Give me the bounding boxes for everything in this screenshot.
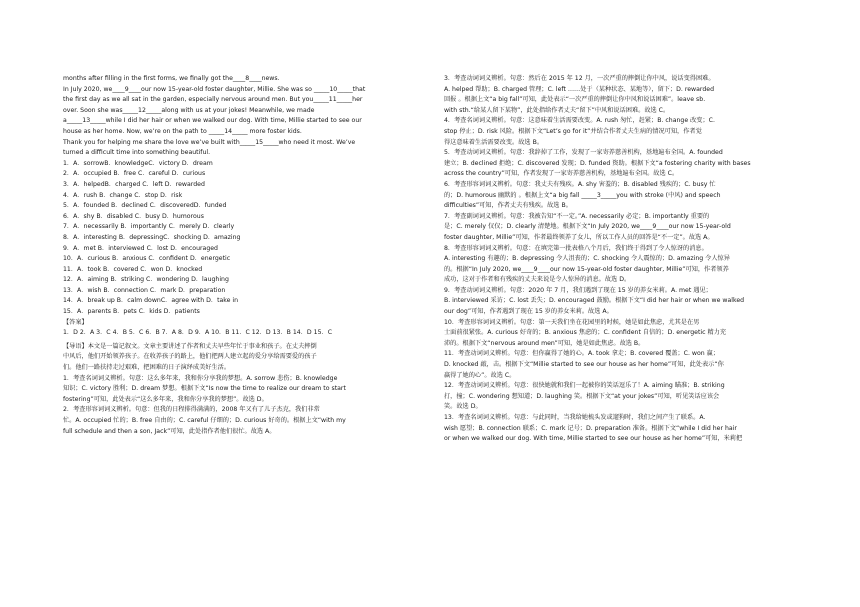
option-item: 10．A．curious B．anxious C．confident D．energetic [63, 255, 231, 263]
options-list [63, 159, 428, 318]
explanation-line: 11．考查动词词义辨析。句意：但你赢得了她的心。A. took 拿走；B. covered 覆盖；C. won 赢； [444, 350, 720, 358]
explanation-line: 6．考查形容词词义辨析。句意：我丈夫有残疾。A. shy 害羞的；B. disabled 残疾的；C. busy 忙 [444, 180, 716, 188]
explanation-line: stop 停止；D. risk 风险。根据下文“Let’s go for it”并结合作者丈夫生病的情况可知，作者觉 [444, 127, 702, 135]
explanation-line: 打，撞；C. wondering 想知道；D. laughing 笑。根据下文“at your jokes”可知，听见笑话应该会 [444, 392, 720, 400]
passage-line: a_____13_____while I did her hair or when we walked our dog. With time, Millie started to see our [63, 117, 362, 125]
explanation-line: 10．考查形容词词义辨析。句意：第一天我们坐在花园里的时候，她是如此焦虑，尤其是在男 [444, 318, 700, 326]
option-item: 13．A．wish B．connection C．mark D．preparation [63, 286, 226, 294]
guide-line: 们。他们一路扶持走过艰难，把困难的日子演绎成美好生活。 [63, 364, 231, 372]
explanations [63, 374, 428, 438]
explanation-line: difficulties”可知，作者丈夫有残疾。故选 B。 [444, 202, 572, 210]
guide-section [63, 342, 428, 374]
explanation-line: 13．考查名词词义辨析。句意：与此同时，当我给她梳头发或遛狗时，我们之间产生了联系。A. [444, 414, 706, 421]
explanation-line: 回报 。根据上文“a big fall”可知，此处表示“一次严重的摔倒让你中风和说话困难”。leave sb. [444, 96, 706, 104]
explanation-line: 的；D. humorous 幽默的 。根据上文“a big fall _____3_____you with stroke (中风) and speech [444, 191, 721, 199]
passage-line: the first day as we all sat in the garden, especially nervous around men. But you_____11_____her [63, 96, 363, 104]
explanation-line: foster daughter, Millie”可知，作者最终领养了女儿，所以工作人员的回答是“不一定”。故选 A。 [444, 233, 714, 241]
explanation-line: 4．考查名词词义辨析。句意：这意味着生活需要改变。A. rush 匆忙，赶紧；B. change 改变；C. [444, 117, 715, 125]
explanation-line: or when we walked our dog. With time, Millie started to see our house as her home”可知，米莉把 [444, 435, 743, 443]
passage-line: turned a difficult time into something beautiful. [63, 149, 211, 157]
option-item: 12．A．aiming B．striking C．wondering D．laughing [63, 276, 229, 284]
explanation-line: our dog”可知，作者遇到了现在 15 岁的养女米莉。故选 A。 [444, 308, 613, 316]
answer-heading: 【答案】 [63, 318, 88, 326]
explanation-line: 忙。A. occupied 忙的；B. free 自由的；C. careful 仔细的；D. curious 好奇的。根据上文“with my [63, 417, 346, 424]
explanation-line: 士面前很紧张。A. curious 好奇的；B. anxious 焦虑的；C. confident 自信的；D. energetic 精力充 [444, 329, 727, 337]
explanation-line: A. helped 帮助；B. charged 管理；C. left ……处于（某种状态、某地等），留下；D. rewarded [444, 85, 714, 93]
explanation-line: wish 愿望；B. connection 联系；C. mark 记号；D. preparation 准备。根据下文“while I did her hair [444, 424, 737, 432]
explanation-line: 2．考查形容词词义辨析。句意：但我的日程排得满满的，2008 年又有了儿子杰克，我们非常 [63, 406, 320, 414]
explanation-line: 沛的。根据下文“nervous around men”可知，她是如此焦虑。故选 B。 [444, 339, 645, 347]
explanation-line: A. interesting 有趣的；B. depressing 令人沮丧的；C. shocking 令人震惊的；D. amazing 令人惊异 [444, 255, 730, 263]
explanation-line: 是；C. merely 仅仅；D. clearly 清楚地。根据下文“In July 2020, we____9____our now 15-year-old [444, 223, 731, 231]
left-column [63, 74, 428, 437]
option-item: 8．A．interesting B．depressingC．shocking D．amazing [63, 233, 241, 241]
explanation-line: 9．考查动词词义辨析。句意：2020 年 7 月，我们遇到了现在 15 岁的养女米莉。A. met 遇见； [444, 286, 712, 294]
guide-line: 【导语】本文是一篇记叙文。文章主要讲述了作者和丈夫早些年忙于事业和孩子。在丈夫摔倒 [63, 342, 317, 350]
answer-key: 1．D 2．A 3．C 4．B 5．C 6．B 7．A 8．D 9．A 10．B 11．C 12．D 13．B 14．D 15．C [63, 329, 333, 337]
option-item: 2．A．occupied B．free C．careful D．curious [63, 170, 206, 178]
explanation-line: 笑。故选 D。 [444, 403, 482, 411]
passage [63, 74, 428, 159]
explanation-line: 的。根据“In July 2020, we____9____our now 15-year-old foster daughter, Millie”可知，作者领养 [444, 265, 729, 273]
option-item: 15．A．parents B．pets C．kids D．patients [63, 308, 200, 316]
passage-line: months after filling in the first forms, we finally got the____8____news. [63, 75, 280, 82]
option-item: 5．A．founded B．declined C．discoveredD．funded [63, 202, 227, 210]
explanation-line: 1．考查名词词义辨析。句意：这么多年来，我和你分享我的梦想。A. sorrow 悲伤；B. knowledge [63, 374, 338, 382]
explanation-line: 3．考查动词词义辨析。句意：然后在 2015 年 12 月，一次严重的摔倒让你中风，说话变得困难。 [444, 75, 715, 82]
explanation-line: D. knocked 敲，击。根据下文“Millie started to see our house as her home”可知，此处表示“你 [444, 361, 724, 369]
explanation-line: full schedule and then a son, Jack”可知，此处指作者他们很忙。故选 A。 [63, 427, 276, 435]
option-item: 6．A．shy B．disabled C．busy D．humorous [63, 212, 204, 220]
passage-line: over. Soon she was_____12_____along with us at your jokes! Meanwhile, we made [63, 106, 315, 114]
explanation-line: with sth.“给某人留下某物”，此处指给作者丈夫“留下”中风和说话困难。故选 C。 [444, 106, 670, 114]
option-item: 9．A．met B．interviewed C．lost D．encouraged [63, 244, 218, 252]
passage-line: house as her home. Now, we’re on the path to _____14_____ more foster kids. [63, 127, 302, 135]
option-item: 14．A．break up B．calm downC．agree with D．take in [63, 297, 239, 305]
explanation-line: 7．考查副词词义辨析。句意：我被告知“不一定。”A. necessarily 必定；B. importantly 重要的 [444, 212, 710, 220]
option-item: 7．A．necessarily B．importantly C．merely D．clearly [63, 223, 235, 231]
passage-line: In July 2020, we____9____our now 15-year-old foster daughter, Millie. She was so _____10_____that [63, 85, 366, 93]
explanation-line: 建立；B. declined 拒绝；C. discovered 发现；D. funded 资助。根据下文“a fostering charity with bases [444, 159, 751, 167]
guide-line: 中风后，他们开始领养孩子。在收养孩子的路上，他们把两人建立起的爱分享给需要爱的孩子 [63, 353, 317, 361]
explanation-line: 赢得了她的心”。故选 C。 [444, 371, 516, 379]
option-item: 3．A．helpedB．charged C．left D．rewarded [63, 180, 205, 188]
explanation-line: B. interviewed 采访；C. lost 丢失；D. encouraged 鼓励。根据下文“I did her hair or when we walked [444, 297, 745, 305]
option-item: 11．A．took B．covered C．won D．knocked [63, 265, 203, 273]
right-column [444, 74, 804, 445]
explanation-line: 成功，这对于作者和有残疾的丈夫来说是令人惊异的消息。故选 D。 [444, 276, 631, 284]
explanation-line: across the country”可知，作者发现了一家寄养慈善机构，基地遍布全国。故选 C。 [444, 170, 679, 178]
option-item: 1．A．sorrowB．knowledgeC．victory D．dream [63, 159, 213, 167]
explanation-line: fostering”可知，此处表示“这么多年来，我和你分享我的梦想”。故选 D。 [63, 395, 268, 403]
passage-line: Thank you for helping me share the love we’ve built with_____15_____who need it most. We’ve [63, 138, 356, 146]
explanation-line: 5．考查动词词义辨析。句意：我辞掉了工作，发现了一家寄养慈善机构，基地遍布全国。A. founded [444, 149, 723, 157]
explanation-line: 得这意味着生活需要改变。故选 B。 [444, 138, 544, 146]
option-item: 4．A．rush B．change C．stop D．risk [63, 191, 183, 199]
explanation-line: 知识；C. victory 胜利；D. dream 梦想。根据下文“Is now the time to realize our dream to start [63, 385, 346, 393]
explanation-line: 12．考查动词词义辨析。句意：很快她就和我们一起被你的笑话逗乐了！A. aiming 瞄准；B. striking [444, 382, 725, 390]
explanation-line: 8．考查形容词词义辨析。句意：在填完第一批表格八个月后，我们终于得到了令人惊讶的消息。 [444, 244, 708, 252]
